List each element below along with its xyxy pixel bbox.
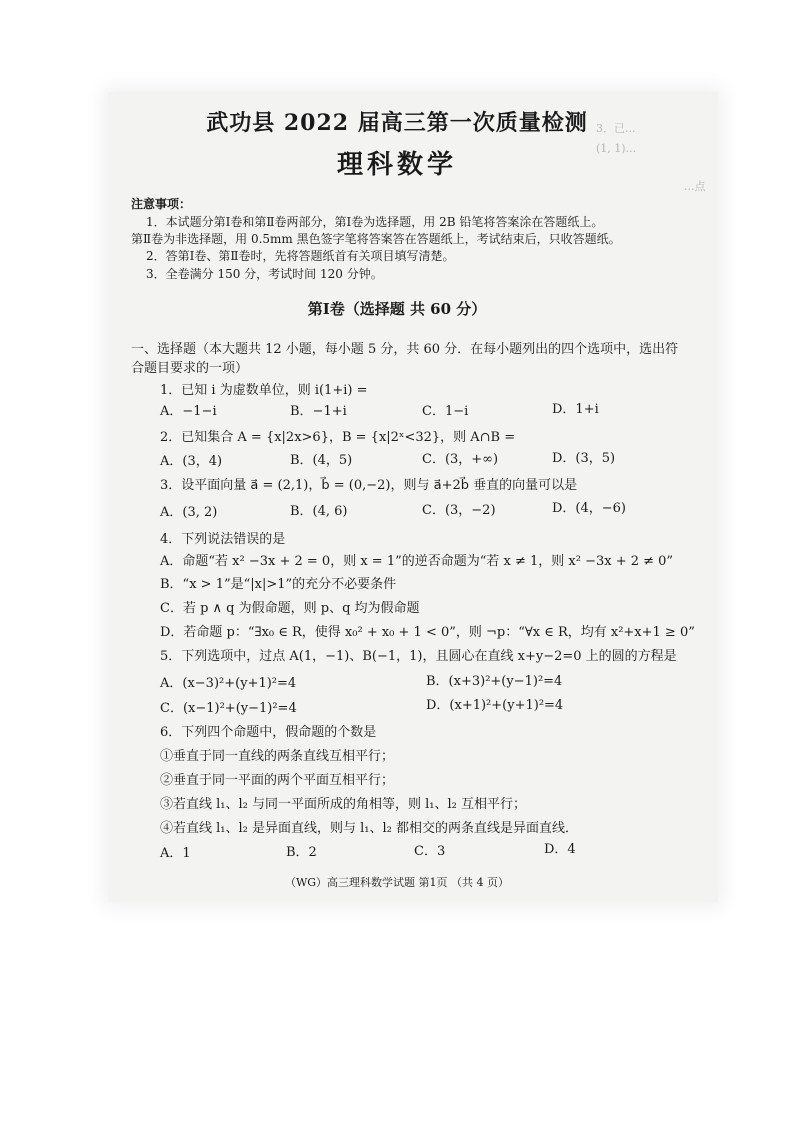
question-3-option-c: C．(3，−2) [422,503,496,518]
question-2-option-c: C．(3，+∞) [422,452,499,467]
question-4-option-a: A．命题“若 x² −3x + 2 = 0，则 x = 1”的逆否命题为“若 x ≠ 1，则 x² −3x + 2 ≠ 0” [160,554,674,569]
question-2-option-b: B．(4，5) [290,453,353,468]
question-5-option-a: A．(x−3)²+(y+1)²=4 [160,676,297,691]
question-2-option-d: D．(3，5) [552,451,616,466]
question-6-statement-1: ①垂直于同一直线的两条直线互相平行； [160,749,395,764]
question-5-option-c: C．(x−1)²+(y−1)²=4 [160,701,297,716]
question-6-option-d: D．4 [544,842,576,857]
question-4-option-d: D．若命题 p：“∃x₀ ∈ R，使得 x₀² + x₀ + 1 < 0”，则 ¬p：“∀x ∈ R，均有 x²+x+1 ≥ 0” [160,625,695,640]
question-6-option-b: B．2 [286,845,317,860]
question-6-stem: 6．下列四个命题中，假命题的个数是 [160,725,377,740]
exam-subject: 理科数学 [336,150,457,180]
notice-item-2: 2．答第Ⅰ卷、第Ⅱ卷时，先将答题纸首有关项目填写清楚。 [146,249,455,263]
question-1-stem: 1．已知 i 为虚数单位，则 i(1+i) = [160,383,368,398]
question-3-option-b: B．(4, 6) [290,504,348,519]
question-1-option-c: C．1−i [422,404,469,419]
question-6-statement-4: ④若直线 l₁、l₂ 是异面直线，则与 l₁、l₂ 都相交的两条直线是异面直线． [160,821,579,836]
question-5-option-d: D．(x+1)²+(y+1)²=4 [426,698,564,713]
question-6-option-c: C．3 [414,844,446,859]
question-5-option-b: B．(x+3)²+(y−1)²=4 [426,674,563,689]
notice-item-1: 1．本试题分第Ⅰ卷和第Ⅱ卷两部分，第Ⅰ卷为选择题，用 2B 铅笔将答案涂在答题纸上。 [146,215,604,229]
bleed-through-text-3: ...点 [684,180,706,193]
notice-item-1-cont: 第Ⅱ卷为非选择题，用 0.5mm 黑色签字笔将答案答在答题纸上，考试结束后，只收答题纸。 [131,232,621,246]
notice-item-3: 3．全卷满分 150 分，考试时间 120 分钟。 [146,267,383,281]
section-intro-line-1: 一、选择题（本大题共 12 小题，每小题 5 分，共 60 分．在每小题列出的四个选项中，选出符 [131,342,679,357]
question-1-option-b: B．−1+i [290,404,347,419]
question-3-option-a: A．(3, 2) [160,505,218,520]
question-1-option-d: D．1+i [552,402,599,417]
exam-title: 武功县 2022 届高三第一次质量检测 [206,110,588,136]
section-intro-line-2: 合题目要求的一项） [131,361,249,376]
bleed-through-text-2: (1, 1)... [596,142,637,155]
question-6-statement-3: ③若直线 l₁、l₂ 与同一平面所成的角相等，则 l₁、l₂ 互相平行； [160,797,527,812]
question-4-stem: 4．下列说法错误的是 [160,532,286,547]
question-6-statement-2: ②垂直于同一平面的两个平面互相平行； [160,773,395,788]
question-4-option-b: B．“x > 1”是“|x|>1”的充分不必要条件 [160,577,397,592]
question-6-option-a: A．1 [160,846,191,861]
question-2-stem: 2．已知集合 A = {x|2x>6}，B = {x|2ˣ<32}，则 A∩B = [160,430,516,445]
page-footer: （WG）高三理科数学试题 第1页 （共 4 页） [284,876,510,889]
question-3-stem: 3．设平面向量 a⃗ = (2,1)，b⃗ = (0,−2)，则与 a⃗+2b⃗ 垂直的向量可以是 [160,478,578,493]
question-2-option-a: A．(3，4) [160,454,223,469]
question-1-option-a: A．−1−i [160,404,217,419]
bleed-through-text-1: 3．已... [596,122,636,135]
question-4-option-c: C．若 p ∧ q 为假命题，则 p、q 均为假命题 [160,601,420,616]
question-3-option-d: D．(4，−6) [552,501,627,516]
question-5-stem: 5．下列选项中，过点 A(1，−1)、B(−1，1)，且圆心在直线 x+y−2=0 上的圆的方程是 [160,649,677,664]
section-heading: 第Ⅰ卷（选择题 共 60 分） [307,300,487,318]
notice-heading: 注意事项： [131,197,192,211]
